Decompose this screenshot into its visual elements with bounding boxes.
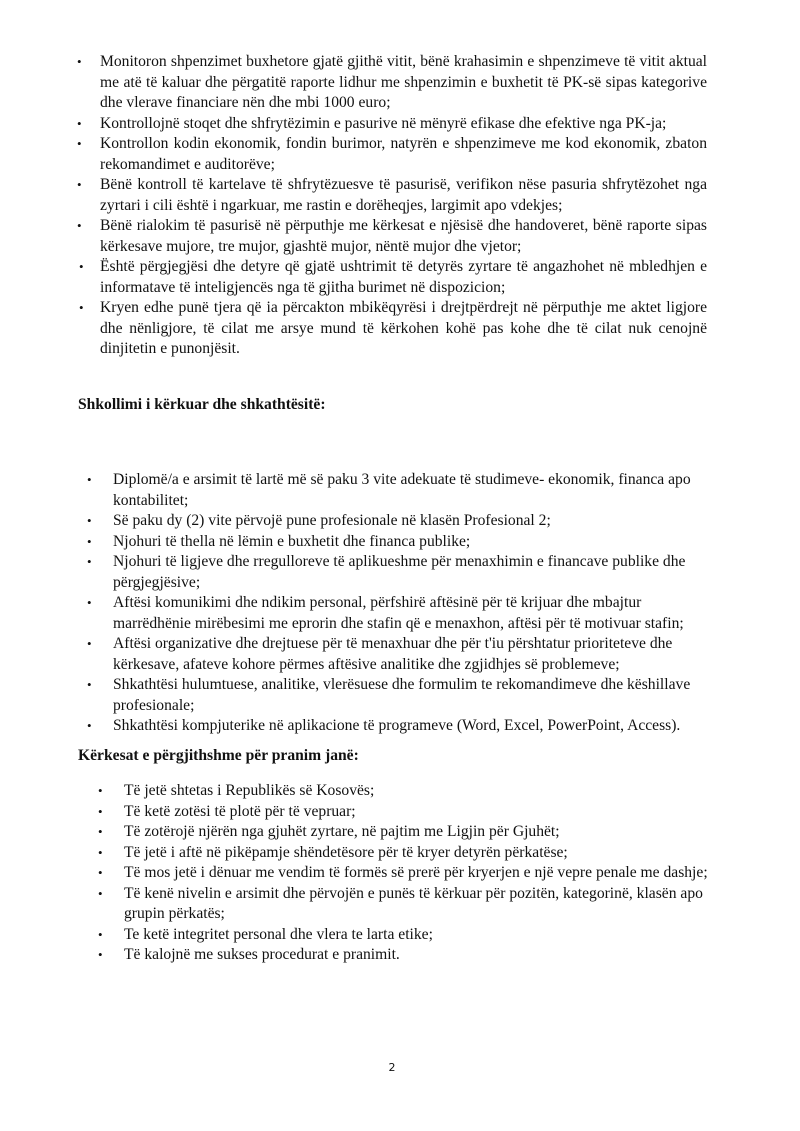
list-item: • Të ketë zotësi të plotë për të vepruar;	[124, 802, 724, 823]
general-requirements-list	[98, 781, 724, 966]
bullet-icon: •	[79, 259, 84, 274]
bullet-icon: •	[98, 803, 103, 819]
bullet-icon: •	[98, 926, 103, 942]
list-item: • Së paku dy (2) vite përvojë pune profesionale në klasën Profesional 2;	[113, 511, 713, 532]
bullet-icon: •	[87, 554, 92, 569]
bullet-icon: •	[87, 513, 92, 528]
education-heading: Shkollimi i kërkuar dhe shkathtësitë:	[78, 396, 326, 413]
list-item: • Kryen edhe punë tjera që ia përcakton mbikëqyrësi i drejtpërdrejt në përputhje me aktet ligjore dhe nënligjore, të cilat me arsye mund të kërkohen kohë pas kohe dhe të cilat nuk cenojnë dinjitetin e punonjësit.	[79, 299, 707, 357]
bullet-icon: •	[87, 636, 92, 651]
bullet-icon: •	[98, 783, 103, 798]
list-item: • Të kalojnë me sukses procedurat e pranimit.	[124, 945, 724, 966]
list-item: • Bënë rialokim të pasurisë në përputhje me kërkesat e njësisë dhe handoveret, bënë raporte sipas kërkesave mujore, tre mujor, gjashtë mujor, nëntë mujor dhe vjetor;	[77, 217, 707, 255]
page-number: 2	[388, 1061, 396, 1074]
list-item: • Njohuri të thella në lëmin e buxhetit dhe financa publike;	[113, 532, 713, 553]
list-item: • Bënë kontroll të kartelave të shfrytëzuesve të pasurisë, verifikon nëse pasuria shfrytëzohet nga zyrtari i cili është i ngarkuar, me rastin e dorëheqjes, largimit apo vdekjes;	[77, 176, 707, 214]
education-list	[87, 470, 713, 737]
list-item: • Të zotërojë njërën nga gjuhët zyrtare, në pajtim me Ligjin për Gjuhët;	[124, 822, 724, 843]
list-item: • Aftësi organizative dhe drejtuese për të menaxhuar dhe për t'iu përshtatur prioriteteve dhe kërkesave, afateve kohore përmes aftësive analitike dhe zgjidhjes së problemeve;	[87, 635, 673, 673]
bullet-icon: •	[77, 177, 82, 192]
list-item: • Është përgjegjësi dhe detyre që gjatë ushtrimit të detyrës zyrtare të angazhohet në mbledhjen e informatave të inteligjencës nga të gjitha burimet në dispozicion;	[79, 258, 707, 296]
bullet-icon: •	[98, 947, 103, 962]
list-item: • Te ketë integritet personal dhe vlera te larta etike;	[124, 925, 724, 946]
bullet-icon: •	[77, 136, 82, 151]
bullet-icon: •	[87, 718, 92, 733]
bullet-icon: •	[77, 218, 82, 233]
list-item: • Diplomë/a e arsimit të lartë më së paku 3 vite adekuate të studimeve- ekonomik, financa apo kontabilitet;	[87, 471, 691, 509]
list-item: • Të kenë nivelin e arsimit dhe përvojën e punës të kërkuar për pozitën, kategorinë, klasën apo grupin përkatës;	[98, 884, 703, 922]
list-item: • Të jetë shtetas i Republikës së Kosovës;	[124, 781, 724, 802]
bullet-icon: •	[87, 472, 92, 487]
bullet-icon: •	[98, 865, 103, 880]
list-item: • Monitoron shpenzimet buxhetore gjatë gjithë vitit, bënë krahasimin e shpenzimeve të vitit aktual me atë të kaluar dhe përgatitë raporte lidhur me shpenzimin e buxhetit të PK-së sipas kategorive dhe vlerave financiare nën dhe mbi 1000 euro;	[77, 53, 707, 111]
list-item: • Shkathtësi kompjuterike në aplikacione të programeve (Word, Excel, PowerPoint, Access).	[113, 716, 713, 737]
bullet-icon: •	[87, 595, 92, 610]
list-item: • Shkathtësi hulumtuese, analitike, vlerësuese dhe formulim te rekomandimeve dhe këshillave profesionale;	[87, 676, 691, 714]
list-item: • Të jetë i aftë në pikëpamje shëndetësore për të kryer detyrën përkatëse;	[124, 843, 724, 864]
list-item: • Të mos jetë i dënuar me vendim të formës së prerë për kryerjen e një vepre penale me dashje;	[124, 863, 724, 884]
bullet-icon: •	[87, 533, 92, 549]
bullet-icon: •	[98, 844, 103, 860]
bullet-icon: •	[77, 115, 82, 131]
bullet-icon: •	[98, 824, 103, 839]
bullet-icon: •	[98, 885, 103, 901]
list-item: • Aftësi komunikimi dhe ndikim personal, përfshirë aftësinë për të krijuar dhe mbajtur marrëdhënie mirëbesimi me eprorin dhe stafin që e menaxhon, aftësi për të motivuar stafin;	[87, 594, 684, 632]
duties-list	[77, 52, 707, 360]
list-item: • Kontrollon kodin ekonomik, fondin burimor, natyrën e shpenzimeve me kod ekonomik, zbaton rekomandimet e auditorëve;	[77, 135, 707, 173]
bullet-icon: •	[77, 54, 82, 69]
bullet-icon: •	[87, 677, 92, 692]
general-requirements-heading: Kërkesat e përgjithshme për pranim janë:	[78, 747, 359, 764]
list-item: • Kontrollojnë stoqet dhe shfrytëzimin e pasurive në mënyrë efikase dhe efektive nga PK-ja;	[100, 114, 707, 135]
bullet-icon: •	[79, 300, 84, 315]
list-item: • Njohuri të ligjeve dhe rregulloreve të aplikueshme për menaxhimin e financave publike dhe përgjegjësive;	[87, 553, 686, 591]
